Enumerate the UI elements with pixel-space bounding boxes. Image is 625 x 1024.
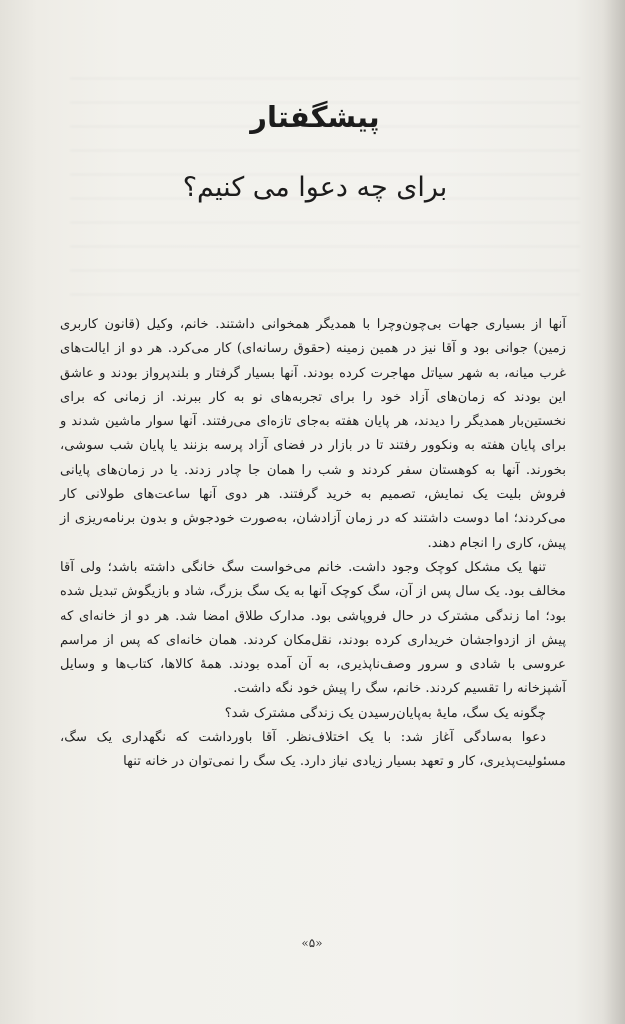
page-gutter-shadow [603, 0, 625, 1024]
body-text [60, 313, 566, 775]
paragraph-4: دعوا به‌سادگی آغاز شد: با یک اختلاف‌نظر. آقا باورداشت که نگهداری یک سگ، مسئولیت‌پذیری، کار و تعهد بسیار زیادی نیاز دارد. یک سگ را نمی‌توان در خانه تنها [60, 730, 566, 770]
page-number: «۵» [301, 936, 323, 950]
chapter-title: پیشگفتار [250, 100, 380, 134]
paragraph-1: آنها از بسیاری جهات بی‌چون‌وچرا با همدیگر همخوانی داشتند. خانم، وکیل (قانون کاربری زمین) جوانی بود و آقا نیز در همین زمینه (حقوق رسانه‌ای) کار می‌کرد. هر دو از ایالت‌های غرب میانه، به شهر سیاتل مهاجرت کرده بودند. آنها بسیار گرفتار و بلندپرواز بودند و عاشق این بودند که زمان‌های آزاد خود را برای تجربه‌های نو به کار ببرند. از زمانی که برای نخستین‌بار همدیگر را دیدند، هر پایان هفته به‌جای تازه‌ای می‌رفتند. آنها سوار ماشین شدند و برای پایان هفته به ونکوور رفتند تا در بازار در فضای آزاد پرسه بزنند یا پایان شب سوشی، بخورند. آنها به کوهستان سفر کردند و شب را همان جا چادر زدند. یا در زمان‌های پایانی فروش بلیت یک نمایش، تصمیم به خرید گرفتند. هر دوی آنها ساعت‌های طولانی کار می‌کردند؛ اما دوست داشتند که در زمان آزادشان، به‌صورت خودجوش و بدون برنامه‌ریزی از پیش، کاری را انجام دهند. [60, 317, 566, 551]
chapter-subtitle: برای چه دعوا می کنیم؟ [182, 172, 448, 203]
paragraph-2: تنها یک مشکل کوچک وجود داشت. خانم می‌خواست سگ خانگی داشته باشد؛ ولی آقا مخالف بود. یک سال پس از آن، سگ کوچک آنها به یک سگ بزرگ، شاد و بازیگوش تبدیل شده بود؛ اما زندگی مشترک در حال فروپاشی بود. مدارک طلاق امضا شد. هر دو از خانه‌ای که پیش از ازدواجشان خریداری کرده بودند، نقل‌مکان کردند. همان خانه‌ای که پس از مراسم عروسی با شادی و سرور وصف‌ناپذیری، به آن آمده بودند. همهٔ کالاها، کتاب‌ها و وسایل آشپزخانه را تقسیم کردند. خانم، سگ را پیش خود نگه داشت. [60, 559, 566, 697]
paragraph-3: چگونه یک سگ، مایهٔ به‌پایان‌رسیدن یک زندگی مشترک شد؟ [224, 705, 546, 721]
